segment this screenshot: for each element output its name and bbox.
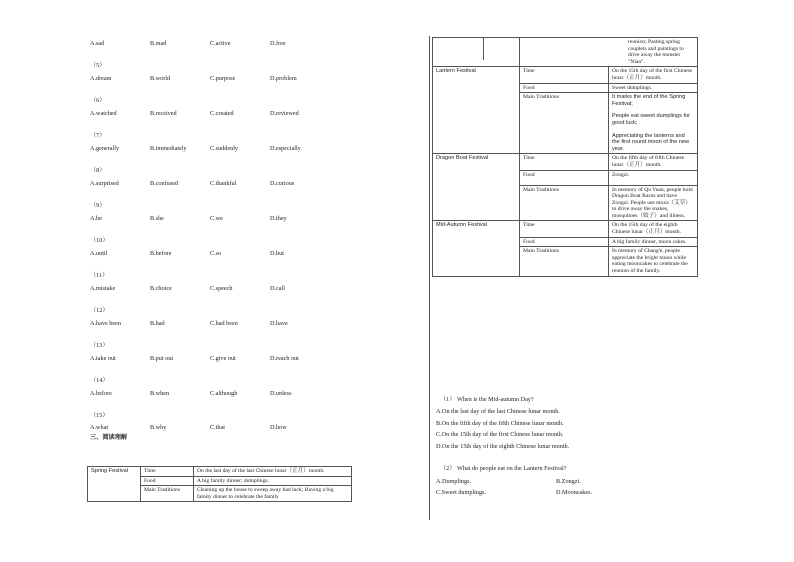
option-b: B.why xyxy=(150,424,167,431)
tradition-line: People eat sweet dumplings for good luck; xyxy=(612,113,691,126)
option-d: D.have xyxy=(270,320,288,327)
row-label: Time xyxy=(520,67,609,83)
row-value: A big family dinner, moon cakes. xyxy=(609,237,698,247)
option-b: B.when xyxy=(150,390,170,397)
row-label: Food xyxy=(520,237,609,247)
option-c: C.thankful xyxy=(210,180,237,187)
column-divider xyxy=(429,36,430,520)
tradition-line: Appreciating the lanterns and the first round moon of the new year. xyxy=(612,132,690,152)
row-label: Time xyxy=(520,154,609,170)
option-d: D.free xyxy=(270,40,286,47)
continuation-cell: reunion; Pasting spring couplets and paintings to drive away the monster "Nian". xyxy=(520,38,698,67)
option-b: B.received xyxy=(150,110,177,117)
option-b: B.immediately xyxy=(150,145,187,152)
row-label: Time xyxy=(520,221,609,237)
option-a: A.surprised xyxy=(90,180,119,187)
option-c: C.Sweet dumplings. xyxy=(436,489,487,496)
option-a: A.before xyxy=(90,390,112,397)
question-number: （11） xyxy=(90,272,109,279)
table-row xyxy=(88,467,352,477)
option-b: B.choice xyxy=(150,285,172,292)
option-d: D.how xyxy=(270,424,287,431)
row-value: On the 15th day of the eighth Chinese lunar（正月）month. xyxy=(609,221,698,237)
option-c: C.that xyxy=(210,424,225,431)
table-row xyxy=(433,221,698,237)
section-heading: 三、阅读理解 xyxy=(90,434,128,441)
row-label: Time xyxy=(141,467,194,477)
row-value: A big family dinner; dumplings. xyxy=(194,476,352,486)
row-value: In memory of Chang'e, people appreciate the bright moon while eating mooncakes to celebrate the reunion of the family. xyxy=(609,247,698,276)
option-a: A.sad xyxy=(90,40,105,47)
option-d: D.they xyxy=(270,215,287,222)
row-label: Food xyxy=(520,170,609,185)
option-b: B.world xyxy=(150,75,171,82)
option-d: D.but xyxy=(270,250,284,257)
option-a: A.mistake xyxy=(90,285,116,292)
option-c: C.suddenly xyxy=(210,145,239,152)
option-b: B.mad xyxy=(150,40,167,47)
option-d: D.unless xyxy=(270,390,292,397)
spring-festival-table xyxy=(87,466,352,502)
option-b: B.she xyxy=(150,215,164,222)
option-c: C.so xyxy=(210,250,222,257)
option-c: C.we xyxy=(210,215,223,222)
table-row xyxy=(433,67,698,83)
option-c: C.purpose xyxy=(210,75,236,82)
option-a: A.generally xyxy=(90,145,120,152)
option-a: A.Dumplings. xyxy=(436,478,472,485)
option-a: A.take out xyxy=(90,355,116,362)
option-b: B.before xyxy=(150,250,172,257)
option-c: C.had been xyxy=(210,320,238,327)
option-b: B.On the fifth day of the fifth Chinese lunar month. xyxy=(436,420,564,427)
option-a: A.watched xyxy=(90,110,117,117)
question-stem: （2） What do people eat on the Lantern Festival? xyxy=(440,465,567,472)
option-b: B.put out xyxy=(150,355,174,362)
row-value: Sweet dumplings. xyxy=(609,83,698,93)
row-value: Cleaning up the house to sweep away bad luck; Having a big family dinner to celebrate the family xyxy=(194,486,352,502)
row-value: On the last day of the last Chinese lunar（正月）month. xyxy=(194,467,352,477)
tradition-line: It marks the end of the Spring Festival; xyxy=(612,94,686,107)
option-c: C.give out xyxy=(210,355,236,362)
question-number: （7） xyxy=(90,132,106,139)
option-d: D.problem xyxy=(270,75,297,82)
option-a: A.what xyxy=(90,424,109,431)
table-row xyxy=(433,38,698,67)
row-value: In memory of Qu Yuan, people hold Dragon Boat Races and have Zongzi. People use moxa（艾草）to drive away the snakes, mosquitoes（蚊子）and illness. xyxy=(609,185,698,221)
row-label: Main Traditions xyxy=(520,185,609,221)
option-c: C.created xyxy=(210,110,234,117)
question-number: （6） xyxy=(90,97,106,104)
option-c: C.although xyxy=(210,390,238,397)
option-d: D.Mooncakes. xyxy=(556,489,593,496)
option-a: A.until xyxy=(90,250,108,257)
table-row xyxy=(433,154,698,170)
row-label: Main Traditions xyxy=(141,486,194,502)
option-a: A.On the last day of the last Chinese lunar month. xyxy=(436,408,560,415)
option-d: D.curious xyxy=(270,180,295,187)
row-value: On the fifth day of fifth Chinese lunar（正月）month. xyxy=(609,154,698,170)
question-number: （8） xyxy=(90,167,106,174)
question-number: （12） xyxy=(90,307,109,314)
option-c: C.speech xyxy=(210,285,233,292)
question-number: （9） xyxy=(90,202,106,209)
option-d: D.On the 15th day of the eighth Chinese lunar month. xyxy=(436,443,570,450)
question-number: （5） xyxy=(90,62,106,69)
row-label: Main Traditions xyxy=(520,93,609,154)
row-label: Food xyxy=(520,83,609,93)
question-number: （10） xyxy=(90,237,109,244)
option-b: B.Zongzi. xyxy=(556,478,581,485)
festival-name-cell: Dragon Boat Festival xyxy=(433,154,520,221)
option-d: D.reach out xyxy=(270,355,299,362)
option-a: A.have been xyxy=(90,320,121,327)
row-value xyxy=(609,93,698,154)
question-number: （13） xyxy=(90,342,109,349)
option-a: A.dream xyxy=(90,75,112,82)
row-label: Main Traditions xyxy=(520,247,609,276)
festival-table xyxy=(432,37,698,277)
festival-name-cell: Lantern Festival xyxy=(433,67,520,154)
question-number: （15） xyxy=(90,412,109,419)
row-value: Zongzi. xyxy=(609,170,698,185)
option-b: B.had xyxy=(150,320,165,327)
option-d: D.especially xyxy=(270,145,301,152)
question-number: （14） xyxy=(90,377,109,384)
festival-name-cell: Spring Festival xyxy=(88,467,141,502)
row-value: On the 15th day of the first Chinese lunar（正月）month. xyxy=(609,67,698,83)
option-d: D.call xyxy=(270,285,285,292)
festival-name-cell: Mid-Autumn Festival xyxy=(433,221,520,276)
option-b: B.confused xyxy=(150,180,179,187)
option-d: D.reviewed xyxy=(270,110,299,117)
row-label: Food xyxy=(141,476,194,486)
question-stem: （1） When is the Mid-autumn Day? xyxy=(440,396,534,403)
option-c: C.On the 15th day of the first Chinese lunar month. xyxy=(436,431,564,438)
option-a: A.he xyxy=(90,215,102,222)
option-c: C.active xyxy=(210,40,231,47)
